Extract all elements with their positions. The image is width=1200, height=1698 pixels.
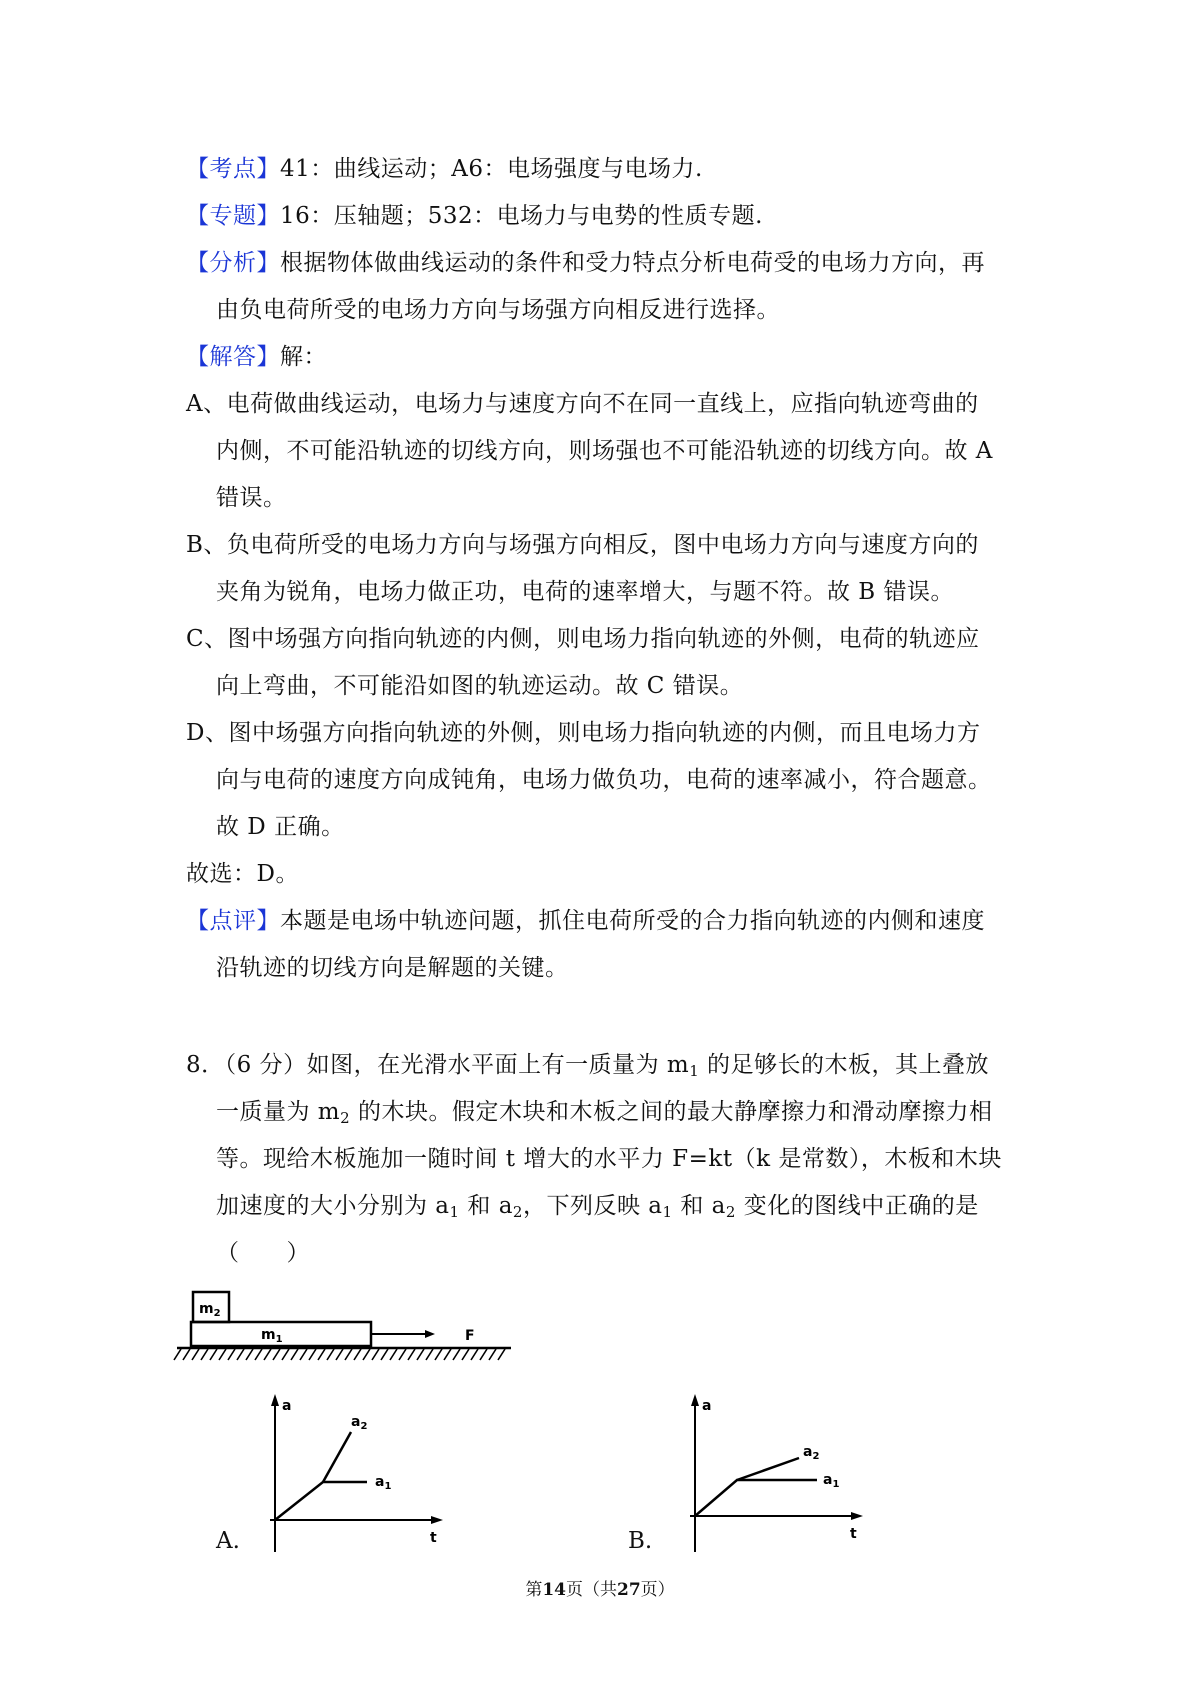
q8-line2-text-a: 一质量为 m — [216, 1099, 341, 1125]
hatch-mark — [363, 1349, 370, 1360]
hatch-mark — [336, 1349, 343, 1360]
hatch-mark — [453, 1349, 460, 1360]
hatch-mark — [219, 1349, 226, 1360]
hatch-mark — [426, 1349, 433, 1360]
hatch-mark — [354, 1349, 361, 1360]
force-label: F — [465, 1328, 475, 1344]
option-d-line1: D、图中场强方向指向轨迹的外侧，则电场力指向轨迹的内侧，而且电场力方 — [186, 720, 981, 746]
jieda-line — [186, 342, 327, 372]
graph-b-option-label: B. — [628, 1528, 653, 1554]
hatch-mark — [282, 1349, 289, 1360]
zhuanti-tag: 【专题】 — [186, 203, 280, 229]
graph-b — [675, 1392, 875, 1572]
footer-post: 页） — [640, 1580, 675, 1600]
board-m1-label: $m_1$ — [261, 1327, 283, 1345]
hatch-mark — [462, 1349, 469, 1360]
dianping-text1: 本题是电场中轨迹问题，抓住电荷所受的合力指向轨迹的内侧和速度 — [280, 908, 985, 934]
q8-line4-text-d: 和 a — [672, 1193, 726, 1219]
q8-line1-text-b: 的足够长的木板，其上叠放 — [699, 1052, 990, 1078]
q8-line4-sub-b: 2 — [512, 1203, 523, 1221]
q8-line2 — [216, 1097, 992, 1127]
hatch-mark — [255, 1349, 262, 1360]
page-footer — [0, 1575, 1200, 1600]
hatch-mark — [390, 1349, 397, 1360]
graph-b-a2-line — [737, 1458, 799, 1480]
hatch-mark — [273, 1349, 280, 1360]
footer-pre: 第 — [525, 1580, 543, 1600]
q8-line4-sub-a: 1 — [449, 1203, 460, 1221]
hatch-mark — [345, 1349, 352, 1360]
fenxi-tag: 【分析】 — [186, 250, 280, 276]
jieda-tag: 【解答】 — [186, 344, 280, 370]
fenxi-line2: 由负电荷所受的电场力方向与场强方向相反进行选择。 — [216, 297, 780, 323]
ground-hatching — [174, 1349, 505, 1360]
hatch-mark — [444, 1349, 451, 1360]
kaodian-tag: 【考点】 — [186, 156, 280, 182]
jieda-text: 解： — [280, 344, 327, 370]
hatch-mark — [435, 1349, 442, 1360]
option-b-line2: 夹角为锐角，电场力做正功，电荷的速率增大，与题不符。故 B 错误。 — [216, 579, 955, 605]
zhuanti-line — [186, 201, 763, 231]
option-a-line3: 错误。 — [216, 485, 287, 511]
hatch-mark — [471, 1349, 478, 1360]
hatch-mark — [408, 1349, 415, 1360]
q8-line1-sub: 1 — [689, 1062, 700, 1080]
graph-b-a1-label: $a_1$ — [823, 1472, 840, 1490]
graph-a-a1-line — [275, 1482, 367, 1520]
graph-a — [255, 1392, 455, 1572]
q8-line4 — [216, 1191, 979, 1221]
option-c-line1: C、图中场强方向指向轨迹的内侧，则电场力指向轨迹的外侧，电荷的轨迹应 — [186, 626, 980, 652]
hatch-mark — [381, 1349, 388, 1360]
q8-line2-sub: 2 — [340, 1109, 351, 1127]
option-d-line3: 故 D 正确。 — [216, 814, 345, 840]
answer-line: 故选：D。 — [186, 861, 299, 887]
footer-page-number: 14 — [542, 1580, 566, 1600]
q8-line4-text-b: 和 a — [459, 1193, 513, 1219]
hatch-mark — [201, 1349, 208, 1360]
q8-line4-text-e: 变化的图线中正确的是 — [735, 1193, 979, 1219]
graph-b-a1-line — [695, 1480, 817, 1516]
fenxi-text1: 根据物体做曲线运动的条件和受力特点分析电荷受的电场力方向，再 — [280, 250, 985, 276]
graph-b-x-arrow — [851, 1512, 863, 1520]
graph-a-a2-label: $a_2$ — [351, 1414, 368, 1432]
hatch-mark — [327, 1349, 334, 1360]
hatch-mark — [309, 1349, 316, 1360]
hatch-mark — [192, 1349, 199, 1360]
q8-line1 — [186, 1050, 989, 1080]
hatch-mark — [489, 1349, 496, 1360]
fenxi-line1 — [186, 248, 985, 278]
graph-b-y-arrow — [691, 1394, 699, 1406]
option-d-line2: 向与电荷的速度方向成钝角，电场力做负功，电荷的速率减小，符合题意。 — [216, 767, 992, 793]
force-arrowhead — [425, 1330, 435, 1338]
block-m2-label: $m_2$ — [199, 1301, 221, 1319]
q8-line4-text-a: 加速度的大小分别为 a — [216, 1193, 450, 1219]
graph-a-a1-label: $a_1$ — [375, 1474, 392, 1492]
hatch-mark — [174, 1349, 181, 1360]
graph-a-y-arrow — [271, 1394, 279, 1406]
graph-a-y-label: a — [282, 1398, 292, 1414]
kaodian-line — [186, 154, 703, 184]
q8-line2-text-b: 的木块。假定木块和木板之间的最大静摩擦力和滑动摩擦力相 — [350, 1099, 993, 1125]
hatch-mark — [210, 1349, 217, 1360]
hatch-mark — [399, 1349, 406, 1360]
graph-b-x-label: t — [850, 1526, 857, 1542]
q8-line4-sub-d: 2 — [725, 1203, 736, 1221]
graph-a-x-arrow — [431, 1516, 443, 1524]
hatch-mark — [228, 1349, 235, 1360]
graph-a-x-label: t — [430, 1530, 437, 1546]
block-board-figure — [175, 1288, 515, 1388]
graph-b-a2-label: $a_2$ — [803, 1444, 820, 1462]
q8-line4-text-c: ，下列反映 a — [522, 1193, 663, 1219]
kaodian-text: 41：曲线运动；A6：电场强度与电场力. — [280, 156, 703, 182]
q8-line4-sub-c: 1 — [662, 1203, 673, 1221]
hatch-mark — [480, 1349, 487, 1360]
dianping-line2: 沿轨迹的切线方向是解题的关键。 — [216, 955, 569, 981]
hatch-mark — [183, 1349, 190, 1360]
dianping-line1 — [186, 906, 985, 936]
hatch-mark — [318, 1349, 325, 1360]
option-c-line2: 向上弯曲，不可能沿如图的轨迹运动。故 C 错误。 — [216, 673, 744, 699]
hatch-mark — [372, 1349, 379, 1360]
hatch-mark — [246, 1349, 253, 1360]
option-a-line1: A、电荷做曲线运动，电场力与速度方向不在同一直线上，应指向轨迹弯曲的 — [186, 391, 979, 417]
option-a-line2: 内侧，不可能沿轨迹的切线方向，则场强也不可能沿轨迹的切线方向。故 A — [216, 438, 993, 464]
footer-mid: 页（共 — [566, 1580, 617, 1600]
q8-line1-text-a: 8．（6 分）如图，在光滑水平面上有一质量为 m — [186, 1052, 690, 1078]
hatch-mark — [264, 1349, 271, 1360]
q8-line5: （ ） — [216, 1240, 310, 1266]
zhuanti-text: 16：压轴题；532：电场力与电势的性质专题. — [280, 203, 763, 229]
hatch-mark — [300, 1349, 307, 1360]
hatch-mark — [291, 1349, 298, 1360]
q8-line3: 等。现给木板施加一随时间 t 增大的水平力 F=kt（k 是常数），木板和木块 — [216, 1146, 1002, 1172]
option-b-line1: B、负电荷所受的电场力方向与场强方向相反，图中电场力方向与速度方向的 — [186, 532, 979, 558]
hatch-mark — [237, 1349, 244, 1360]
graph-b-y-label: a — [702, 1398, 712, 1414]
footer-total-pages: 27 — [617, 1580, 641, 1600]
hatch-mark — [498, 1349, 505, 1360]
hatch-mark — [417, 1349, 424, 1360]
graph-a-option-label: A. — [216, 1528, 240, 1554]
graph-a-a2-line — [323, 1432, 351, 1482]
dianping-tag: 【点评】 — [186, 908, 280, 934]
